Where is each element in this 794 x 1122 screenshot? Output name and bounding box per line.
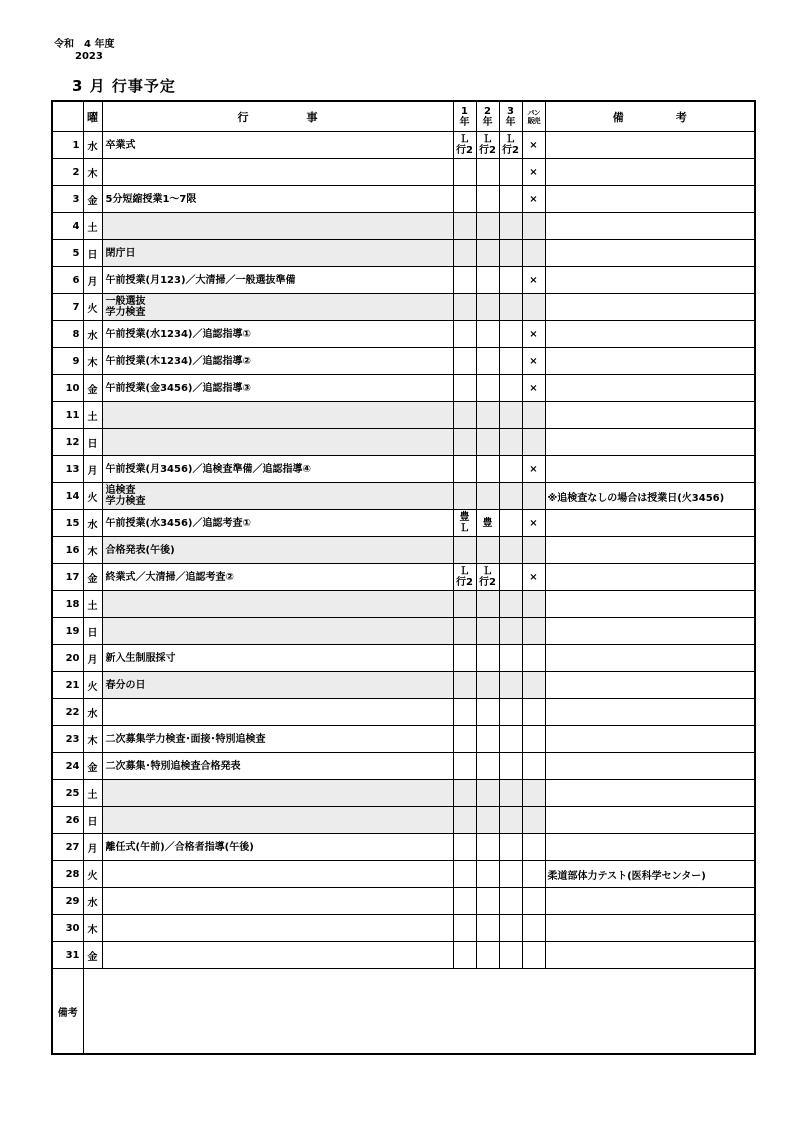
grade-2-cell [476,537,499,564]
notes-cell [545,267,755,294]
schedule-row [52,753,755,780]
grade-3-cell [499,888,522,915]
grade-1-cell [453,456,476,483]
notes-cell [545,456,755,483]
grade-3-cell [499,402,522,429]
grade-2-cell [476,834,499,861]
grade-3-cell [499,240,522,267]
notes-cell [545,618,755,645]
weekday-cell: 日 [83,618,102,645]
grade-3-cell [499,429,522,456]
bread-sale-cell [522,672,545,699]
grade-3-cell [499,591,522,618]
notes-cell [545,186,755,213]
header-bread-sale: パン 販売 [522,101,545,132]
weekday-cell: 水 [83,699,102,726]
notes-cell [545,132,755,159]
weekday-cell: 木 [83,915,102,942]
day-cell: 22 [52,699,83,726]
notes-cell: ※追検査なしの場合は授業日(火3456) [545,483,755,510]
day-cell: 11 [52,402,83,429]
event-cell: 午前授業(木1234)／追認指導② [102,348,453,375]
grade-2-cell [476,294,499,321]
notes-cell [545,294,755,321]
grade-2-cell [476,753,499,780]
bread-sale-cell: × [522,267,545,294]
schedule-row [52,132,755,159]
schedule-row [52,402,755,429]
event-cell: 午前授業(金3456)／追認指導③ [102,375,453,402]
grade-3-cell [499,699,522,726]
grade-1-cell: Ｌ 行2 [453,564,476,591]
event-cell [102,861,453,888]
day-cell: 19 [52,618,83,645]
event-cell: 春分の日 [102,672,453,699]
grade-2-cell [476,186,499,213]
bread-sale-cell: × [522,159,545,186]
notes-cell [545,159,755,186]
weekday-cell: 金 [83,186,102,213]
grade-2-cell [476,402,499,429]
weekday-cell: 月 [83,834,102,861]
notes-cell [545,213,755,240]
bread-sale-cell [522,726,545,753]
grade-2-cell [476,483,499,510]
event-cell: 離任式(午前)／合格者指導(午後) [102,834,453,861]
bread-sale-cell: × [522,456,545,483]
grade-2-cell: 豊 [476,510,499,537]
grade-3-cell: Ｌ 行2 [499,132,522,159]
day-cell: 15 [52,510,83,537]
schedule-row [52,591,755,618]
notes-cell [545,510,755,537]
grade-1-cell [453,240,476,267]
grade-1-cell [453,402,476,429]
event-cell [102,915,453,942]
day-cell: 28 [52,861,83,888]
grade-1-cell [453,294,476,321]
header-grade-1: 1 年 [453,101,476,132]
grade-2-cell [476,591,499,618]
day-cell: 18 [52,591,83,618]
grade-1-cell [453,375,476,402]
event-cell [102,699,453,726]
grade-2-cell [476,942,499,969]
bread-sale-cell [522,942,545,969]
weekday-cell: 土 [83,780,102,807]
bread-sale-cell [522,645,545,672]
day-cell: 24 [52,753,83,780]
schedule-row [52,267,755,294]
day-cell: 3 [52,186,83,213]
grade-1-cell [453,672,476,699]
schedule-row [52,915,755,942]
notes-cell [545,942,755,969]
schedule-row [52,699,755,726]
remarks-label: 備考 [52,969,83,1055]
day-cell: 8 [52,321,83,348]
grade-3-cell [499,726,522,753]
grade-1-cell [453,537,476,564]
schedule-row [52,780,755,807]
grade-2-cell [476,672,499,699]
grade-1-cell [453,645,476,672]
day-cell: 26 [52,807,83,834]
grade-3-cell [499,780,522,807]
grade-2-cell [476,375,499,402]
grade-2-cell [476,267,499,294]
schedule-row [52,213,755,240]
grade-3-cell [499,348,522,375]
grade-1-cell [453,834,476,861]
grade-3-cell [499,618,522,645]
bread-sale-cell [522,699,545,726]
day-cell: 16 [52,537,83,564]
weekday-cell: 土 [83,402,102,429]
header-weekday: 曜 [83,101,102,132]
bread-sale-cell [522,780,545,807]
grade-1-cell [453,591,476,618]
grade-2-cell [476,213,499,240]
schedule-row [52,348,755,375]
schedule-row [52,240,755,267]
grade-1-cell [453,159,476,186]
schedule-row [52,510,755,537]
notes-cell [545,402,755,429]
grade-1-cell [453,429,476,456]
weekday-cell: 金 [83,753,102,780]
notes-cell [545,645,755,672]
grade-2-cell [476,321,499,348]
weekday-cell: 火 [83,672,102,699]
bread-sale-cell: × [522,375,545,402]
bread-sale-cell [522,834,545,861]
grade-1-cell [453,861,476,888]
grade-3-cell [499,510,522,537]
schedule-row [52,321,755,348]
grade-1-cell [453,483,476,510]
schedule-row [52,726,755,753]
weekday-cell: 日 [83,807,102,834]
weekday-cell: 火 [83,294,102,321]
event-cell: 追検査 学力検査 [102,483,453,510]
weekday-cell: 火 [83,861,102,888]
grade-3-cell [499,807,522,834]
weekday-cell: 水 [83,510,102,537]
grade-2-cell [476,861,499,888]
grade-2-cell: Ｌ 行2 [476,132,499,159]
schedule-table [51,100,756,1055]
schedule-row [52,294,755,321]
bread-sale-cell [522,240,545,267]
grade-1-cell [453,213,476,240]
event-cell: 5分短縮授業1～7限 [102,186,453,213]
bread-sale-cell: × [522,564,545,591]
grade-2-cell [476,645,499,672]
bread-sale-cell [522,888,545,915]
schedule-row [52,537,755,564]
grade-3-cell [499,915,522,942]
day-cell: 2 [52,159,83,186]
bread-sale-cell [522,213,545,240]
notes-cell [545,780,755,807]
schedule-row [52,618,755,645]
schedule-row [52,861,755,888]
weekday-cell: 水 [83,132,102,159]
weekday-cell: 金 [83,564,102,591]
notes-cell [545,564,755,591]
weekday-cell: 水 [83,321,102,348]
notes-cell [545,240,755,267]
day-cell: 30 [52,915,83,942]
bread-sale-cell: × [522,186,545,213]
grade-2-cell [476,240,499,267]
event-cell: 二次募集学力検査･面接･特別追検査 [102,726,453,753]
grade-3-cell [499,645,522,672]
weekday-cell: 土 [83,591,102,618]
fiscal-year-label [54,39,114,63]
event-cell: 午前授業(水1234)／追認指導① [102,321,453,348]
bread-sale-cell: × [522,348,545,375]
grade-1-cell [453,699,476,726]
grade-1-cell [453,321,476,348]
header-row [52,101,755,132]
day-cell: 25 [52,780,83,807]
event-cell: 卒業式 [102,132,453,159]
weekday-cell: 日 [83,429,102,456]
bread-sale-cell [522,915,545,942]
grade-1-cell: Ｌ 行2 [453,132,476,159]
grade-1-cell [453,942,476,969]
day-cell: 10 [52,375,83,402]
grade-3-cell [499,834,522,861]
event-cell: 午前授業(水3456)／追認考査① [102,510,453,537]
schedule-row [52,483,755,510]
grade-3-cell [499,294,522,321]
notes-cell [545,321,755,348]
grade-3-cell [499,537,522,564]
grade-2-cell [476,915,499,942]
grade-1-cell [453,780,476,807]
bread-sale-cell: × [522,510,545,537]
schedule-row [52,645,755,672]
grade-3-cell [499,672,522,699]
day-cell: 20 [52,645,83,672]
bread-sale-cell [522,618,545,645]
bread-sale-cell: × [522,321,545,348]
notes-cell [545,672,755,699]
schedule-row [52,186,755,213]
era-year: 令和 4 年度 [54,39,115,50]
notes-cell [545,807,755,834]
weekday-cell: 火 [83,483,102,510]
weekday-cell: 木 [83,159,102,186]
grade-1-cell [453,726,476,753]
grade-3-cell [499,753,522,780]
schedule-row [52,456,755,483]
grade-1-cell [453,753,476,780]
event-cell [102,942,453,969]
notes-cell [545,537,755,564]
event-cell: 閉庁日 [102,240,453,267]
schedule-row [52,159,755,186]
event-cell [102,591,453,618]
bread-sale-cell [522,591,545,618]
day-cell: 27 [52,834,83,861]
day-cell: 6 [52,267,83,294]
grade-1-cell: 豊 Ｌ [453,510,476,537]
day-cell: 5 [52,240,83,267]
event-cell: 新入生制服採寸 [102,645,453,672]
header-event: 行 事 [102,101,453,132]
grade-1-cell [453,807,476,834]
grade-3-cell [499,861,522,888]
page-title: 3 月 行事予定 [72,77,176,95]
grade-1-cell [453,618,476,645]
grade-3-cell [499,483,522,510]
event-cell [102,159,453,186]
day-cell: 13 [52,456,83,483]
grade-2-cell [476,456,499,483]
schedule-row [52,375,755,402]
bread-sale-cell [522,753,545,780]
event-cell: 二次募集･特別追検査合格発表 [102,753,453,780]
schedule-row [52,942,755,969]
grade-2-cell [476,888,499,915]
grade-3-cell [499,564,522,591]
day-cell: 23 [52,726,83,753]
event-cell [102,429,453,456]
event-cell [102,888,453,915]
event-cell [102,213,453,240]
day-cell: 29 [52,888,83,915]
grade-1-cell [453,888,476,915]
notes-cell [545,753,755,780]
bread-sale-cell [522,807,545,834]
grade-1-cell [453,348,476,375]
remarks-row [52,969,755,1055]
grade-1-cell [453,186,476,213]
day-cell: 12 [52,429,83,456]
weekday-cell: 月 [83,645,102,672]
notes-cell [545,726,755,753]
grade-3-cell [499,456,522,483]
grade-3-cell [499,186,522,213]
day-cell: 9 [52,348,83,375]
event-cell: 終業式／大清掃／追認考査② [102,564,453,591]
weekday-cell: 日 [83,240,102,267]
schedule-row [52,888,755,915]
header-day [52,101,83,132]
day-cell: 14 [52,483,83,510]
grade-2-cell: Ｌ 行2 [476,564,499,591]
grade-2-cell [476,348,499,375]
grade-3-cell [499,159,522,186]
weekday-cell: 木 [83,348,102,375]
schedule-row [52,807,755,834]
notes-cell [545,834,755,861]
header-notes: 備 考 [545,101,755,132]
grade-3-cell [499,321,522,348]
event-cell [102,780,453,807]
grade-1-cell [453,915,476,942]
grade-2-cell [476,699,499,726]
grade-3-cell [499,267,522,294]
day-cell: 7 [52,294,83,321]
bread-sale-cell [522,537,545,564]
grade-2-cell [476,726,499,753]
schedule-row [52,834,755,861]
grade-1-cell [453,267,476,294]
grade-2-cell [476,807,499,834]
notes-cell [545,915,755,942]
bread-sale-cell [522,402,545,429]
schedule-row [52,429,755,456]
event-cell: 合格発表(午後) [102,537,453,564]
western-year: 2023 [75,51,103,62]
bread-sale-cell [522,294,545,321]
grade-3-cell [499,942,522,969]
bread-sale-cell [522,861,545,888]
event-cell: 一般選抜 学力検査 [102,294,453,321]
event-cell [102,402,453,429]
weekday-cell: 水 [83,888,102,915]
remarks-content [83,969,755,1055]
weekday-cell: 月 [83,267,102,294]
day-cell: 17 [52,564,83,591]
weekday-cell: 金 [83,942,102,969]
notes-cell [545,888,755,915]
notes-cell [545,699,755,726]
day-cell: 4 [52,213,83,240]
day-cell: 1 [52,132,83,159]
weekday-cell: 月 [83,456,102,483]
day-cell: 21 [52,672,83,699]
grade-3-cell [499,375,522,402]
bread-sale-cell [522,483,545,510]
header-grade-3: 3 年 [499,101,522,132]
grade-2-cell [476,618,499,645]
weekday-cell: 木 [83,537,102,564]
grade-3-cell [499,213,522,240]
schedule-row [52,564,755,591]
weekday-cell: 木 [83,726,102,753]
event-cell [102,807,453,834]
notes-cell: 柔道部体力テスト(医科学センター) [545,861,755,888]
grade-2-cell [476,429,499,456]
grade-2-cell [476,780,499,807]
bread-sale-cell [522,429,545,456]
weekday-cell: 土 [83,213,102,240]
weekday-cell: 金 [83,375,102,402]
notes-cell [545,591,755,618]
notes-cell [545,375,755,402]
schedule-row [52,672,755,699]
event-cell: 午前授業(月3456)／追検査準備／追認指導④ [102,456,453,483]
notes-cell [545,429,755,456]
event-cell: 午前授業(月123)／大清掃／一般選抜準備 [102,267,453,294]
bread-sale-cell: × [522,132,545,159]
grade-2-cell [476,159,499,186]
notes-cell [545,348,755,375]
event-cell [102,618,453,645]
day-cell: 31 [52,942,83,969]
header-grade-2: 2 年 [476,101,499,132]
